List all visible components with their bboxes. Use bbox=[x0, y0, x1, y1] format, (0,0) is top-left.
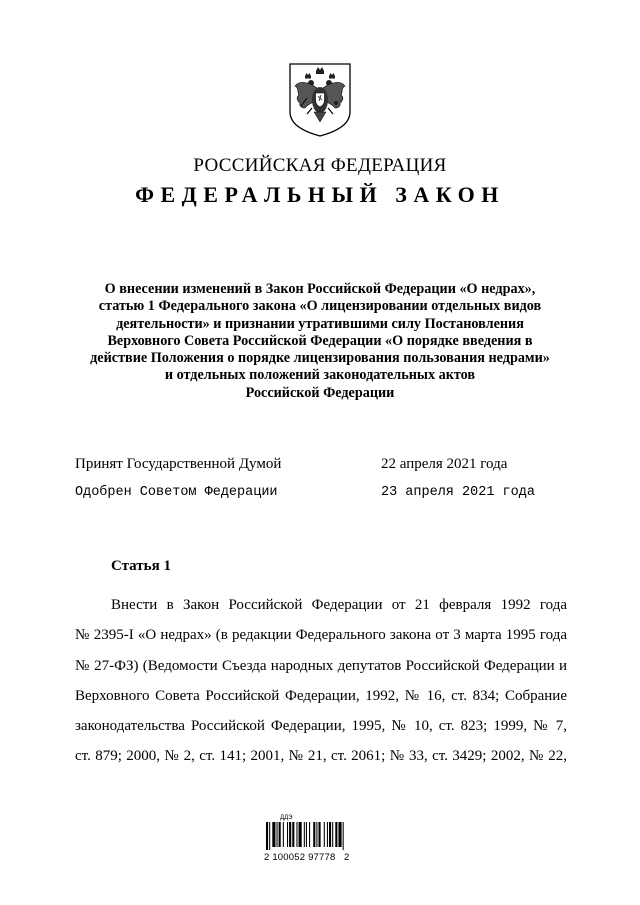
law-title-line: действие Положения о порядке лицензирования пользования недрами» bbox=[90, 350, 550, 367]
country-name: РОССИЙСКАЯ ФЕДЕРАЦИЯ bbox=[193, 155, 447, 176]
article-text-line: Внести в Закон Российской Федерации от 21 февраля 1992 года bbox=[111, 597, 567, 613]
barcode-bar bbox=[343, 822, 344, 850]
barcode-bars bbox=[266, 822, 378, 850]
law-title-line: Российской Федерации bbox=[245, 384, 395, 401]
barcode-bar bbox=[324, 822, 325, 847]
law-title bbox=[60, 281, 580, 402]
coat-of-arms-emblem bbox=[287, 62, 353, 138]
approved-by-council-label: Одобрен Советом Федерации bbox=[75, 485, 278, 500]
adopted-by-duma-date: 22 апреля 2021 года bbox=[381, 456, 508, 472]
document-type-heading: ФЕДЕРАЛЬНЫЙ ЗАКОН bbox=[135, 182, 505, 207]
law-title-line: деятельности» и признании утратившими силу Постановления bbox=[116, 315, 524, 332]
article-text-line: законодательства Российской Федерации, 1995, № 10, ст. 823; 1999, № 7, bbox=[75, 718, 567, 735]
barcode-bar bbox=[287, 822, 288, 847]
law-title-line: и отдельных положений законодательных актов bbox=[164, 367, 476, 384]
approved-by-council-date: 23 апреля 2021 года bbox=[381, 485, 535, 500]
barcode-bar bbox=[338, 822, 341, 847]
barcode-bar bbox=[327, 822, 328, 847]
law-title-line: статью 1 Федерального закона «О лицензировании отдельных видов bbox=[98, 298, 542, 315]
barcode-bar bbox=[335, 822, 337, 847]
barcode-top-text: ДДЭ bbox=[280, 815, 293, 821]
barcode-bar bbox=[316, 822, 317, 847]
article-body bbox=[75, 590, 567, 772]
law-title-line: Верховного Совета Российской Федерации «О порядке введения в bbox=[107, 332, 533, 349]
barcode-bar bbox=[309, 822, 310, 847]
barcode-bar bbox=[279, 822, 281, 847]
adopted-by-duma-row bbox=[75, 456, 575, 476]
barcode-bar bbox=[277, 822, 278, 847]
adopted-by-duma-label: Принят Государственной Думой bbox=[75, 456, 282, 472]
barcode-bar bbox=[306, 822, 307, 847]
barcode-bar bbox=[283, 822, 284, 847]
barcode-bar bbox=[292, 822, 294, 847]
barcode-bar bbox=[289, 822, 291, 847]
barcode-bar bbox=[304, 822, 305, 847]
law-title-line: О внесении изменений в Закон Российской Федерации «О недрах», bbox=[104, 281, 536, 297]
article-text-line: Верховного Совета Российской Федерации, 1992, № 16, ст. 834; Собрание bbox=[75, 687, 567, 704]
article-text-line: № 2395-I «О недрах» (в редакции Федерального закона от 3 марта 1995 года bbox=[75, 627, 567, 644]
barcode-bar bbox=[299, 822, 302, 847]
barcode-bar bbox=[266, 822, 268, 850]
barcode-bar bbox=[313, 822, 315, 847]
barcode-number: 2 100052 97778 2 bbox=[264, 852, 350, 863]
barcode-bar bbox=[329, 822, 331, 847]
barcode-bar bbox=[272, 822, 275, 847]
approved-by-council-row bbox=[75, 485, 575, 505]
barcode-bar bbox=[319, 822, 321, 847]
barcode-bar bbox=[269, 822, 270, 850]
article-text-line: № 27-ФЗ) (Ведомости Съезда народных депутатов Российской Федерации и bbox=[75, 657, 567, 674]
barcode-bar bbox=[332, 822, 333, 847]
document-barcode bbox=[264, 814, 384, 866]
article-text-line: ст. 879; 2000, № 2, ст. 141; 2001, № 21, ст. 2061; № 33, ст. 3429; 2002, № 22, bbox=[75, 748, 567, 765]
article-heading: Статья 1 bbox=[111, 558, 171, 574]
barcode-bar bbox=[296, 822, 297, 847]
